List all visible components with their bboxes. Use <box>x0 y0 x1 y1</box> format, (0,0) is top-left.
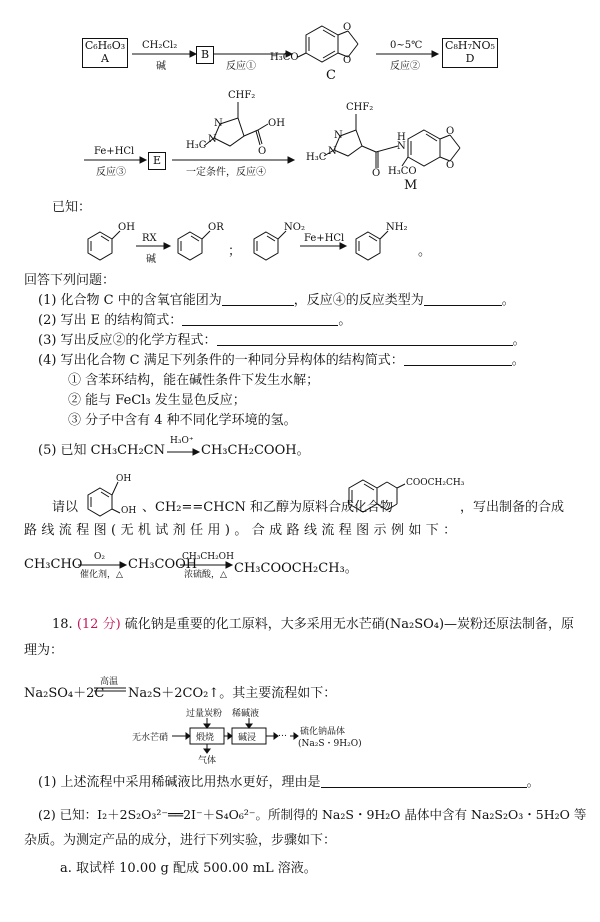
q18-step-a: a. 取试样 10.00 g 配成 500.00 mL 溶液。 <box>60 861 317 876</box>
catechol-oh-1: OH <box>116 474 132 484</box>
flow-input-1: 过量炭粉 <box>186 709 223 719</box>
arrow-5-bottom: 一定条件，反应④ <box>186 167 266 178</box>
question-1-end: 。 <box>501 293 515 308</box>
flow-product-formula: (Na₂S・9H₂O) <box>298 739 362 749</box>
flow-dots: … <box>278 729 287 739</box>
known-title: 已知： <box>52 200 92 215</box>
question-2-end: 。 <box>338 313 352 328</box>
m-och3: H₃CO <box>388 166 417 177</box>
arrow-2-bottom: 反应① <box>226 61 256 72</box>
compound-b-box <box>196 46 214 64</box>
arrow-4-head <box>140 157 146 163</box>
compound-b-label: B <box>200 48 210 61</box>
known-phenol-structure <box>88 231 120 260</box>
reagent-oh: OH <box>268 118 285 129</box>
example-arrow-1-top: O₂ <box>94 552 105 562</box>
flow-input-2: 稀碱液 <box>232 709 260 719</box>
flow-step-1: 煅烧 <box>196 733 215 743</box>
question-1-blank-b[interactable] <box>424 293 502 306</box>
compound-e-box <box>148 152 166 170</box>
arrow-4-top: Fe+HCl <box>94 146 135 157</box>
m-n1: N <box>334 130 343 141</box>
q18-part-2b: 杂质。为测定产品的成分，进行下列实验，步骤如下： <box>24 833 337 848</box>
question-3-blank[interactable] <box>217 333 513 346</box>
q18-part-1-end: 。 <box>526 775 540 790</box>
question-4 <box>38 352 525 370</box>
q5c-text: 路线流程图(无机试剂任用)。合成路线流程图示例如下： <box>24 523 461 538</box>
q18-intro: 硫化钠是重要的化工原料，大多采用无水芒硝(Na₂SO₄)—炭粉还原法制备，原 <box>124 617 575 632</box>
known-separator: ； <box>228 244 242 259</box>
flow-gas: 气体 <box>198 756 217 766</box>
m-o1: O <box>446 126 455 137</box>
q18-eq-left: Na₂SO₄＋2C <box>24 686 105 701</box>
known-end: 。 <box>418 244 432 259</box>
questions-intro: 回答下列问题： <box>24 273 116 288</box>
catechol-structure <box>88 482 120 516</box>
q18-eq-right: Na₂S＋2CO₂↑。其主要流程如下： <box>128 686 337 701</box>
known-no2: NO₂ <box>284 222 305 233</box>
known-arrow-1-top: RX <box>142 233 157 244</box>
compound-c-o2: O <box>343 55 352 66</box>
example-s3: CH₃COOCH₂CH₃。 <box>234 561 358 576</box>
m-h: H <box>397 132 406 143</box>
example-s1: CH₃CHO <box>24 557 83 572</box>
m-o2: O <box>446 160 455 171</box>
reagent-o: O <box>258 146 267 157</box>
arrow-1-bottom: 碱 <box>156 61 166 72</box>
known-oh: OH <box>118 222 135 233</box>
flow-step-2: 碱浸 <box>238 733 257 743</box>
example-arrow-1-bottom: 催化剂，△ <box>80 570 123 580</box>
q18-part-1 <box>38 774 540 792</box>
q5b-please: 请以 <box>52 500 79 515</box>
q18-intro-line <box>52 616 574 634</box>
q5b-mid: 、CH₂==CHCN 和乙醇为原料合成化合物 <box>142 500 394 515</box>
compound-c-label: C <box>326 68 336 83</box>
known-nh2: NH₂ <box>386 222 408 233</box>
compound-d-label: D <box>465 52 475 65</box>
question-1 <box>38 292 515 310</box>
question-5-arrow-top: H₃O⁺ <box>170 436 194 446</box>
flow-product: 硫化钠晶体 <box>300 727 346 737</box>
compound-e-label: E <box>152 154 162 167</box>
compound-c-och3: H₃CO <box>270 52 299 63</box>
known-ether-structure <box>178 231 210 260</box>
example-s2: CH₃COOH <box>128 557 198 572</box>
question-4-end: 。 <box>511 353 525 368</box>
question-2-prefix: (2) 写出 E 的结构简式： <box>38 313 183 328</box>
condition-1: ① 含苯环结构，能在碱性条件下发生水解； <box>68 373 320 388</box>
q18-intro-2: 理为： <box>24 643 64 658</box>
m-ch3: H₃C <box>306 152 327 163</box>
compound-a-label: A <box>101 52 109 65</box>
known-arrow-2-top: Fe+HCl <box>304 233 345 244</box>
arrow-3-top: 0~5℃ <box>390 40 423 51</box>
compound-m-label: M <box>404 178 418 193</box>
question-1-mid: ，反应④的反应类型为 <box>293 293 424 308</box>
m-n-amide: N <box>397 141 406 152</box>
m-chf2: CHF₂ <box>346 102 374 113</box>
q18-part-2a: (2) 已知：I₂＋2S₂O₃²⁻══2I⁻＋S₄O₆²⁻。所制得的 Na₂S・9H₂O 晶体中含有 Na₂S₂O₃・5H₂O 等 <box>38 807 587 822</box>
q5b-end: ，写出制备的合成 <box>460 500 565 515</box>
known-arrow-1-bottom: 碱 <box>146 254 156 265</box>
reagent-n1: N <box>214 118 223 129</box>
known-or: OR <box>208 222 224 233</box>
reagent-n2: N <box>208 134 217 145</box>
question-3-prefix: (3) 写出反应②的化学方程式： <box>38 333 217 348</box>
known-nitrobenzene-structure <box>254 231 286 260</box>
example-arrow-2-bottom: 浓硫酸，△ <box>184 570 227 580</box>
compound-a-formula: C₆H₆O₃ <box>84 39 126 52</box>
compound-m-structure <box>324 114 460 168</box>
q18-eq-top: 高温 <box>100 677 119 687</box>
q18-score: (12 分) <box>76 617 121 632</box>
reagent-chf2: CHF₂ <box>228 90 256 101</box>
question-3 <box>38 332 526 350</box>
compound-d-formula: C₈H₇NO₅ <box>445 39 495 52</box>
q18-part-1-prefix: (1) 上述流程中采用稀碱液比用热水更好，理由是 <box>38 775 321 790</box>
arrow-4-bottom: 反应③ <box>96 167 126 178</box>
arrow-3-bottom: 反应② <box>390 61 420 72</box>
arrow-1-top: CH₂Cl₂ <box>142 40 178 51</box>
condition-2: ② 能与 FeCl₃ 发生显色反应； <box>68 393 246 408</box>
question-2-blank[interactable] <box>182 313 338 326</box>
question-2 <box>38 312 351 330</box>
m-o-carbonyl: O <box>372 168 381 179</box>
known-aniline-structure <box>356 231 388 260</box>
benzodioxane-ester-label: COOCH₂CH₃ <box>406 478 465 488</box>
m-n2: N <box>328 146 337 157</box>
question-5-prefix: (5) 已知 CH₃CH₂CN <box>38 443 165 458</box>
example-arrow-2-top: CH₃CH₂OH <box>182 552 234 562</box>
q18-part-1-blank[interactable] <box>321 775 527 788</box>
compound-d-box <box>442 38 498 68</box>
flow-start: 无水芒硝 <box>132 733 169 743</box>
condition-3: ③ 分子中含有 4 种不同化学环境的氢。 <box>68 413 297 428</box>
compound-c-o1: O <box>343 22 352 33</box>
question-5-suffix: CH₃CH₂COOH。 <box>201 443 310 458</box>
question-4-blank[interactable] <box>404 353 512 366</box>
q18-number: 18. <box>52 617 73 632</box>
catechol-oh-2: OH <box>121 506 137 516</box>
reagent-ch3: H₃C <box>186 140 207 151</box>
question-1-blank-a[interactable] <box>222 293 294 306</box>
arrow-3-head <box>432 51 438 57</box>
question-1-prefix: (1) 化合物 C 中的含氧官能团为 <box>38 293 222 308</box>
question-4-prefix: (4) 写出化合物 C 满足下列条件的一种同分异构体的结构简式： <box>38 353 404 368</box>
arrow-5-head <box>288 157 294 163</box>
question-3-end: 。 <box>512 333 526 348</box>
